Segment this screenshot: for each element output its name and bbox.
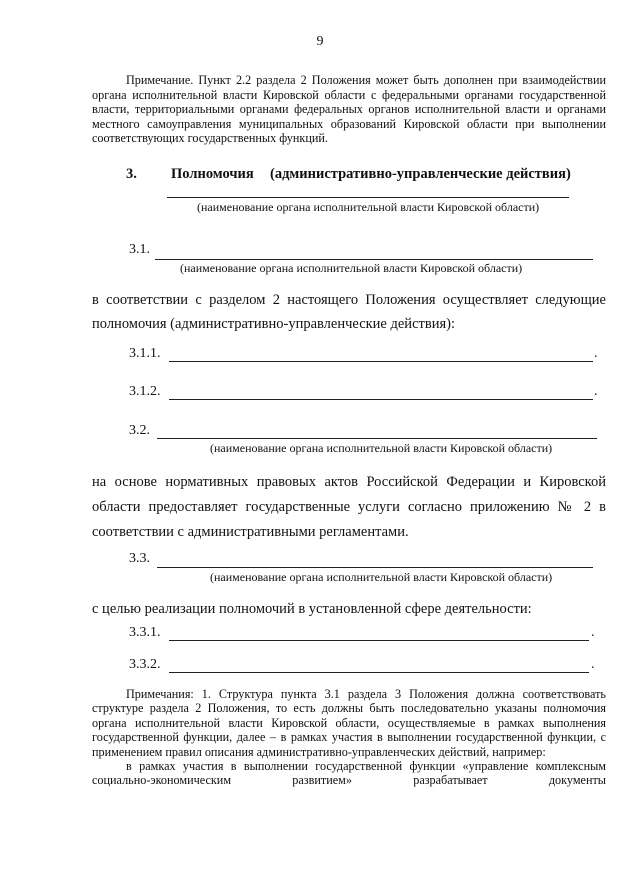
item-3-3-1-label: 3.3.1. [129,625,161,640]
section-title-paren: (административно-управленческие действия) [270,166,571,182]
page-number: 9 [316,34,324,49]
item-3-1-caption: (наименование органа исполнительной власти Кировской области) [180,261,523,275]
paragraph-2-line-1: на основе нормативных правовых актов Российской Федерации и Кировской [92,474,606,490]
paragraph-1-line-2: полномочия (административно-управленческие действия): [92,316,455,332]
item-3-1-1-end: . [594,346,598,361]
section-organ-caption: (наименование органа исполнительной власти Кировской области) [197,200,540,214]
paragraph-2-line-3: соответствии с административными регламентами. [92,524,409,540]
item-3-1-2-line [169,399,593,400]
item-3-2-label: 3.2. [129,423,150,438]
item-3-1-2-label: 3.1.2. [129,384,161,399]
item-3-1-1-label: 3.1.1. [129,346,161,361]
item-3-3-line [157,567,593,568]
item-3-2-line [157,438,597,439]
note-2-p1: Примечания: 1. Структура пункта 3.1 раздела 3 Положения должна соответствовать структуре раздела 2 Положения, то есть должны быть последовательно указаны полномочия органа исполнительной власти Кировской области, осуществляемые в рамках выполнения государственной функции, далее – в рамках участия в выполнении государственной функции, с применением правил описания административно-управленческих действий, например: [92,687,606,759]
item-3-3-label: 3.3. [129,551,150,566]
section-organ-line [167,197,569,198]
section-title-word: Полномочия [171,166,254,182]
item-3-3-2-label: 3.3.2. [129,657,161,672]
note-2-p2: в рамках участия в выполнении государственной функции «управление комплексным социально-экономическим развитием» разрабатывает документы [92,759,606,788]
item-3-3-1-end: . [591,625,595,640]
paragraph-1-line-1: в соответствии с разделом 2 настоящего Положения осуществляет следующие [92,292,606,308]
paragraph-1 [92,288,606,336]
item-3-1-2-end: . [594,384,598,399]
paragraph-3: с целью реализации полномочий в установленной сфере деятельности: [92,601,532,617]
note-paragraph-1 [92,73,606,146]
paragraph-2 [92,470,606,545]
item-3-1-line [155,259,593,260]
paragraph-2-line-2: области предоставляет государственные услуги согласно приложению № 2 в [92,499,606,515]
item-3-3-2-end: . [591,657,595,672]
item-3-1-1-line [169,361,593,362]
section-number: 3. [126,166,137,182]
note-1-text: Примечание. Пункт 2.2 раздела 2 Положения может быть дополнен при взаимодействии органа исполнительной власти Кировской области с федеральными органами государственной власти, территориальными органами федеральных органов исполнительной власти и органами местного самоуправления муниципальных образований Кировской области при выполнении соответствующих государственных функций. [92,73,606,146]
item-3-3-caption: (наименование органа исполнительной власти Кировской области) [210,570,553,584]
item-3-3-1-line [169,640,589,641]
note-paragraph-2 [92,687,606,788]
item-3-2-caption: (наименование органа исполнительной власти Кировской области) [210,441,553,455]
item-3-1-label: 3.1. [129,242,150,257]
item-3-3-2-line [169,672,589,673]
